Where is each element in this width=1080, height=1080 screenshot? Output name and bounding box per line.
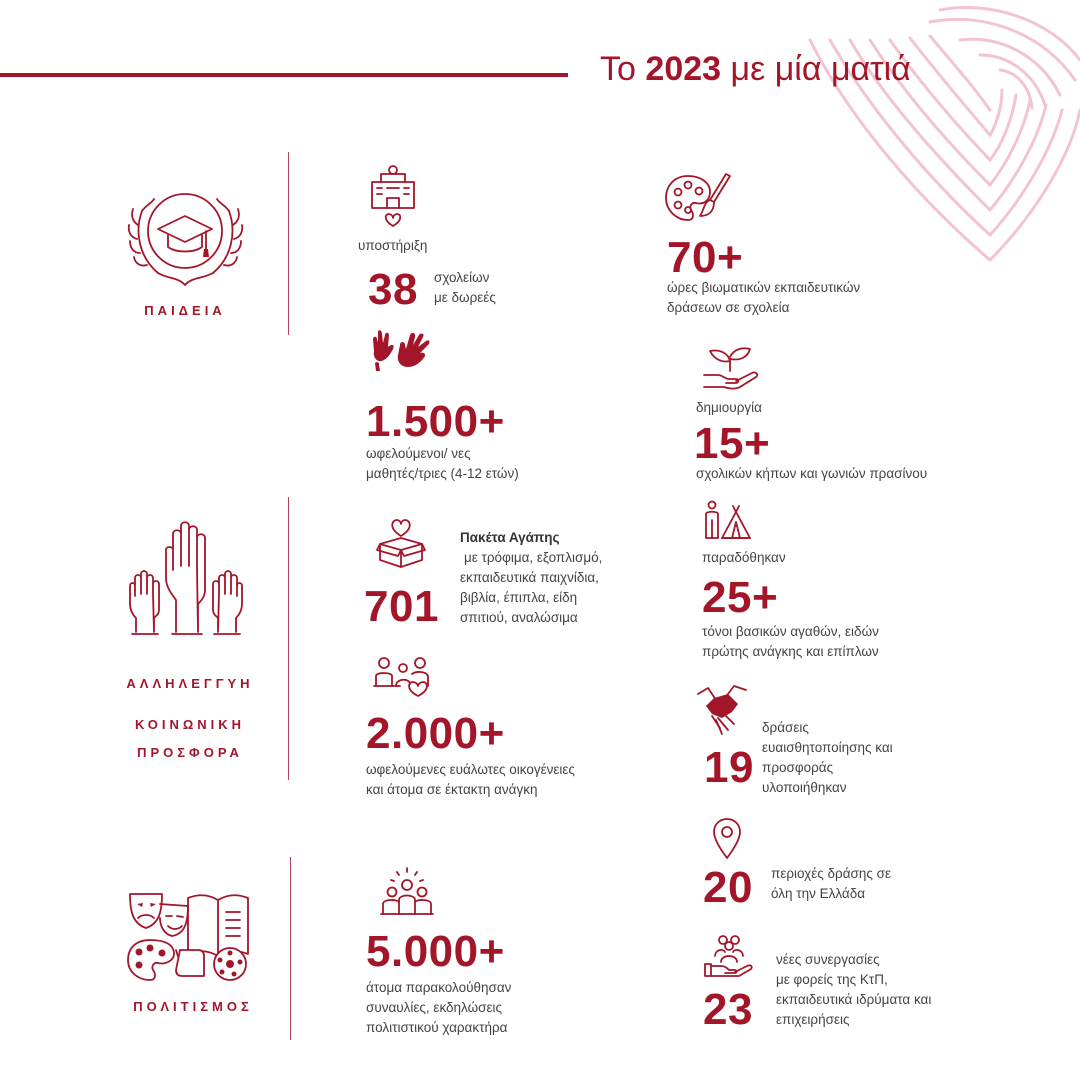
love-packs-number: 701	[364, 582, 439, 631]
love-packs-text: με τρόφιμα, εξοπλισμό, εκπαιδευτικά παιχνίδια, βιβλία, έπιπλα, είδη σπιτιού, αναλώσιμα	[460, 550, 603, 625]
gardens-number: 15+	[694, 419, 771, 468]
attendees-number: 5.000+	[366, 927, 505, 976]
schools-pre-text: υποστήριξη	[358, 238, 428, 253]
family-heart-icon	[374, 656, 432, 698]
tons-pre-text: παραδόθηκαν	[702, 550, 786, 565]
divider-solidarity	[288, 497, 289, 780]
fingerprint-heart-icon	[790, 0, 1080, 300]
gardens-text: σχολικών κήπων και γωνιών πρασίνου	[696, 466, 928, 481]
map-pin-icon	[712, 818, 742, 860]
section-label-solidarity: ΑΛΛΗΛΕΓΓΥΗ	[126, 676, 254, 691]
gardens-pre-text: δημιουργία	[696, 400, 762, 415]
culture-masks-palette-book-icon	[126, 890, 250, 982]
regions-text: περιοχές δράσης σε όλη την Ελλάδα	[771, 866, 891, 901]
section-label-culture: ΠΟΛΙΤΙΣΜΟΣ	[133, 999, 253, 1014]
hours-number: 70+	[667, 233, 744, 282]
person-tent-icon	[700, 500, 752, 540]
palette-brush-icon	[664, 172, 734, 224]
audience-icon	[379, 866, 435, 916]
love-packs-heading: Πακέτα Αγάπης	[460, 530, 560, 545]
school-heart-icon	[369, 160, 417, 230]
section-label-social: ΚΟΙΝΩΝΙΚΗ ΠΡΟΣΦΟΡΑ	[134, 717, 246, 760]
regions-number: 20	[703, 863, 753, 912]
divider-education	[288, 152, 289, 335]
gift-box-heart-icon	[376, 520, 426, 568]
graduation-cap-laurel-icon	[128, 183, 243, 288]
hand-plant-icon	[702, 345, 762, 391]
partnerships-number: 23	[703, 985, 753, 1034]
schools-text: σχολείων με δωρεές	[434, 270, 496, 305]
hand-people-icon	[703, 934, 755, 978]
tons-number: 25+	[702, 573, 779, 622]
header-rule	[0, 73, 568, 77]
tons-text: τόνοι βασικών αγαθών, ειδών πρώτης ανάγκης και επίπλων	[702, 624, 879, 659]
actions-text: δράσεις ευαισθητοποίησης και προσφοράς υλοποιήθηκαν	[762, 720, 893, 795]
families-text: ωφελούμενες ευάλωτες οικογένειες και άτομα σε έκτακτη ανάγκη	[366, 762, 575, 797]
section-label-education: ΠΑΙΔΕΙΑ	[144, 303, 226, 318]
page-title: Το 2023 με μία ματιά	[600, 50, 911, 88]
students-number: 1.500+	[366, 397, 505, 446]
schools-number: 38	[368, 265, 418, 314]
joined-hands-icon	[694, 684, 750, 736]
students-text: ωφελούμενοι/ νες μαθητές/τριες (4-12 ετών)	[366, 446, 519, 481]
partnerships-text: νέες συνεργασίες με φορείς της ΚτΠ, εκπαιδευτικά ιδρύματα και επιχειρήσεις	[776, 952, 932, 1027]
actions-number: 19	[704, 743, 754, 792]
hours-text: ώρες βιωματικών εκπαιδευτικών δράσεων σε σχολεία	[667, 280, 861, 315]
attendees-text: άτομα παρακολούθησαν συναυλίες, εκδηλώσεις πολιτιστικού χαρακτήρα	[366, 980, 512, 1035]
raised-hands-icon	[126, 520, 246, 638]
families-number: 2.000+	[366, 709, 505, 758]
divider-culture	[290, 857, 291, 1040]
hand-prints-icon	[370, 325, 434, 373]
